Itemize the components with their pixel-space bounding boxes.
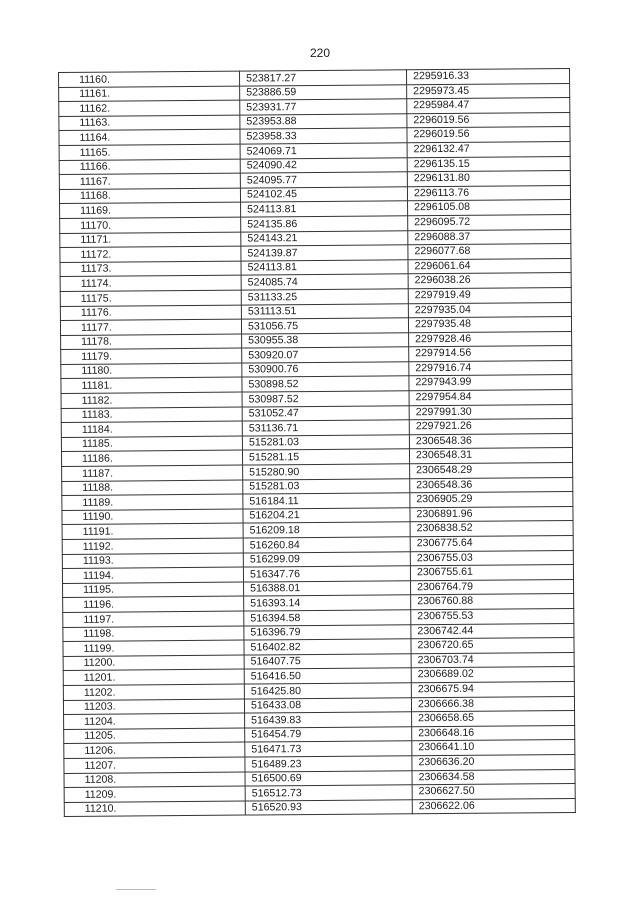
y-coordinate-cell: 2306658.65 [412,711,575,727]
y-coordinate-cell: 2306636.20 [412,754,575,770]
x-coordinate-cell: 524095.77 [240,172,407,188]
point-number-cell: 11169. [60,202,241,218]
y-coordinate-cell: 2306775.64 [410,535,573,551]
point-number-cell: 11177. [60,319,241,335]
x-coordinate-cell: 516489.23 [245,756,412,772]
x-coordinate-cell: 530920.07 [242,347,409,363]
coordinate-table-wrapper [58,68,576,817]
y-coordinate-cell: 2306666.38 [411,696,574,712]
point-number-cell: 11175. [60,290,241,306]
point-number-cell: 11184. [61,421,242,437]
y-coordinate-cell: 2297916.74 [409,360,572,376]
point-number-cell: 11199. [63,640,244,656]
x-coordinate-cell: 516500.69 [245,770,412,786]
y-coordinate-cell: 2306742.44 [411,623,574,639]
y-coordinate-cell: 2306641.10 [412,740,575,756]
point-number-cell: 11183. [61,407,242,423]
y-coordinate-cell: 2306675.94 [411,681,574,697]
table-row [64,798,575,817]
y-coordinate-cell: 2297921.26 [409,419,572,435]
point-number-cell: 11197. [63,611,244,627]
y-coordinate-cell: 2297943.99 [409,375,572,391]
x-coordinate-cell: 524143.21 [241,230,408,246]
point-number-cell: 11200. [63,655,244,671]
x-coordinate-cell: 530898.52 [242,376,409,392]
point-number-cell: 11164. [59,129,240,145]
point-number-cell: 11174. [60,275,241,291]
y-coordinate-cell: 2306622.06 [412,798,575,814]
x-coordinate-cell: 516394.58 [244,610,411,626]
point-number-cell: 11168. [59,188,240,204]
point-number-cell: 11196. [63,596,244,612]
x-coordinate-cell: 530987.52 [242,391,409,407]
point-number-cell: 11160. [59,71,240,87]
point-number-cell: 11205. [64,728,245,744]
x-coordinate-cell: 530900.76 [242,362,409,378]
x-coordinate-cell: 516393.14 [244,595,411,611]
x-coordinate-cell: 524069.71 [240,143,407,159]
point-number-cell: 11190. [62,509,243,525]
y-coordinate-cell: 2306755.53 [411,608,574,624]
x-coordinate-cell: 530955.38 [242,332,409,348]
x-coordinate-cell: 516425.80 [244,683,411,699]
y-coordinate-cell: 2296132.47 [407,141,570,157]
x-coordinate-cell: 524139.87 [241,245,408,261]
x-coordinate-cell: 524113.81 [241,259,408,275]
x-coordinate-cell: 516433.08 [244,697,411,713]
y-coordinate-cell: 2297935.04 [408,302,571,318]
y-coordinate-cell: 2306703.74 [411,652,574,668]
x-coordinate-cell: 531133.25 [241,289,408,305]
x-coordinate-cell: 515281.03 [242,435,409,451]
coordinate-table [58,68,576,817]
x-coordinate-cell: 523931.77 [240,99,407,115]
x-coordinate-cell: 516260.84 [243,537,410,553]
point-number-cell: 11167. [59,173,240,189]
x-coordinate-cell: 515280.90 [243,464,410,480]
point-number-cell: 11201. [63,669,244,685]
x-coordinate-cell: 524085.74 [241,274,408,290]
y-coordinate-cell: 2296113.76 [407,185,570,201]
x-coordinate-cell: 531136.71 [242,420,409,436]
y-coordinate-cell: 2296088.37 [408,229,571,245]
y-coordinate-cell: 2306755.61 [410,565,573,581]
y-coordinate-cell: 2306548.36 [409,433,572,449]
y-coordinate-cell: 2306760.88 [411,594,574,610]
x-coordinate-cell: 516347.76 [243,566,410,582]
y-coordinate-cell: 2297991.30 [409,404,572,420]
y-coordinate-cell: 2296038.26 [408,273,571,289]
x-coordinate-cell: 516454.79 [245,726,412,742]
x-coordinate-cell: 531052.47 [242,405,409,421]
point-number-cell: 11165. [59,144,240,160]
y-coordinate-cell: 2306764.79 [411,579,574,595]
x-coordinate-cell: 516439.83 [245,712,412,728]
point-number-cell: 11189. [62,494,243,510]
y-coordinate-cell: 2306689.02 [411,667,574,683]
x-coordinate-cell: 524135.86 [241,216,408,232]
point-number-cell: 11178. [61,334,242,350]
x-coordinate-cell: 516520.93 [245,799,412,815]
point-number-cell: 11166. [59,159,240,175]
point-number-cell: 11191. [62,523,243,539]
y-coordinate-cell: 2306838.52 [410,521,573,537]
y-coordinate-cell: 2295973.45 [407,83,570,99]
point-number-cell: 11210. [64,801,245,817]
y-coordinate-cell: 2306548.29 [410,463,573,479]
point-number-cell: 11163. [59,115,240,131]
point-number-cell: 11173. [60,261,241,277]
x-coordinate-cell: 523953.88 [240,114,407,130]
x-coordinate-cell: 516396.79 [244,624,411,640]
y-coordinate-cell: 2296019.56 [407,127,570,143]
point-number-cell: 11207. [64,757,245,773]
y-coordinate-cell: 2296077.68 [408,244,571,260]
scan-artifact [116,889,156,890]
y-coordinate-cell: 2306648.16 [412,725,575,741]
point-number-cell: 11193. [62,553,243,569]
y-coordinate-cell: 2306755.03 [410,550,573,566]
point-number-cell: 11187. [62,465,243,481]
coordinate-table-body [59,68,576,816]
y-coordinate-cell: 2306548.31 [409,448,572,464]
x-coordinate-cell: 516184.11 [243,493,410,509]
y-coordinate-cell: 2297914.56 [409,346,572,362]
x-coordinate-cell: 531056.75 [241,318,408,334]
x-coordinate-cell: 524113.81 [241,201,408,217]
x-coordinate-cell: 516402.82 [244,639,411,655]
y-coordinate-cell: 2306627.50 [412,784,575,800]
page-number: 220 [309,46,331,60]
x-coordinate-cell: 524090.42 [240,157,407,173]
x-coordinate-cell: 516299.09 [243,551,410,567]
point-number-cell: 11209. [64,786,245,802]
point-number-cell: 11188. [62,480,243,496]
point-number-cell: 11162. [59,100,240,116]
y-coordinate-cell: 2295984.47 [407,98,570,114]
y-coordinate-cell: 2296135.15 [407,156,570,172]
point-number-cell: 11180. [61,363,242,379]
point-number-cell: 11202. [63,684,244,700]
x-coordinate-cell: 523817.27 [239,70,406,86]
point-number-cell: 11182. [61,392,242,408]
y-coordinate-cell: 2297935.48 [408,317,571,333]
x-coordinate-cell: 523958.33 [240,128,407,144]
point-number-cell: 11206. [64,742,245,758]
point-number-cell: 11185. [61,436,242,452]
x-coordinate-cell: 516388.01 [244,581,411,597]
point-number-cell: 11198. [63,626,244,642]
x-coordinate-cell: 516407.75 [244,653,411,669]
x-coordinate-cell: 516416.50 [244,668,411,684]
point-number-cell: 11203. [63,699,244,715]
y-coordinate-cell: 2296095.72 [408,214,571,230]
y-coordinate-cell: 2297928.46 [409,331,572,347]
point-number-cell: 11192. [62,538,243,554]
x-coordinate-cell: 516512.73 [245,785,412,801]
point-number-cell: 11204. [64,713,245,729]
point-number-cell: 11179. [61,348,242,364]
point-number-cell: 11181. [61,378,242,394]
point-number-cell: 11171. [60,232,241,248]
y-coordinate-cell: 2306634.58 [412,769,575,785]
y-coordinate-cell: 2295916.33 [406,68,569,84]
y-coordinate-cell: 2297954.84 [409,390,572,406]
x-coordinate-cell: 515281.03 [243,478,410,494]
point-number-cell: 11208. [64,772,245,788]
point-number-cell: 11186. [61,451,242,467]
y-coordinate-cell: 2296061.64 [408,258,571,274]
point-number-cell: 11176. [60,305,241,321]
y-coordinate-cell: 2296019.56 [407,112,570,128]
x-coordinate-cell: 515281.15 [242,449,409,465]
point-number-cell: 11161. [59,86,240,102]
y-coordinate-cell: 2306905.29 [410,492,573,508]
x-coordinate-cell: 516471.73 [245,741,412,757]
x-coordinate-cell: 516209.18 [243,522,410,538]
y-coordinate-cell: 2297919.49 [408,287,571,303]
x-coordinate-cell: 523886.59 [240,84,407,100]
y-coordinate-cell: 2306548.36 [410,477,573,493]
point-number-cell: 11195. [63,582,244,598]
x-coordinate-cell: 524102.45 [240,187,407,203]
y-coordinate-cell: 2296131.80 [407,171,570,187]
y-coordinate-cell: 2306720.65 [411,638,574,654]
y-coordinate-cell: 2296105.08 [408,200,571,216]
x-coordinate-cell: 531113.51 [241,303,408,319]
point-number-cell: 11170. [60,217,241,233]
x-coordinate-cell: 516204.21 [243,508,410,524]
point-number-cell: 11194. [62,567,243,583]
y-coordinate-cell: 2306891.96 [410,506,573,522]
point-number-cell: 11172. [60,246,241,262]
